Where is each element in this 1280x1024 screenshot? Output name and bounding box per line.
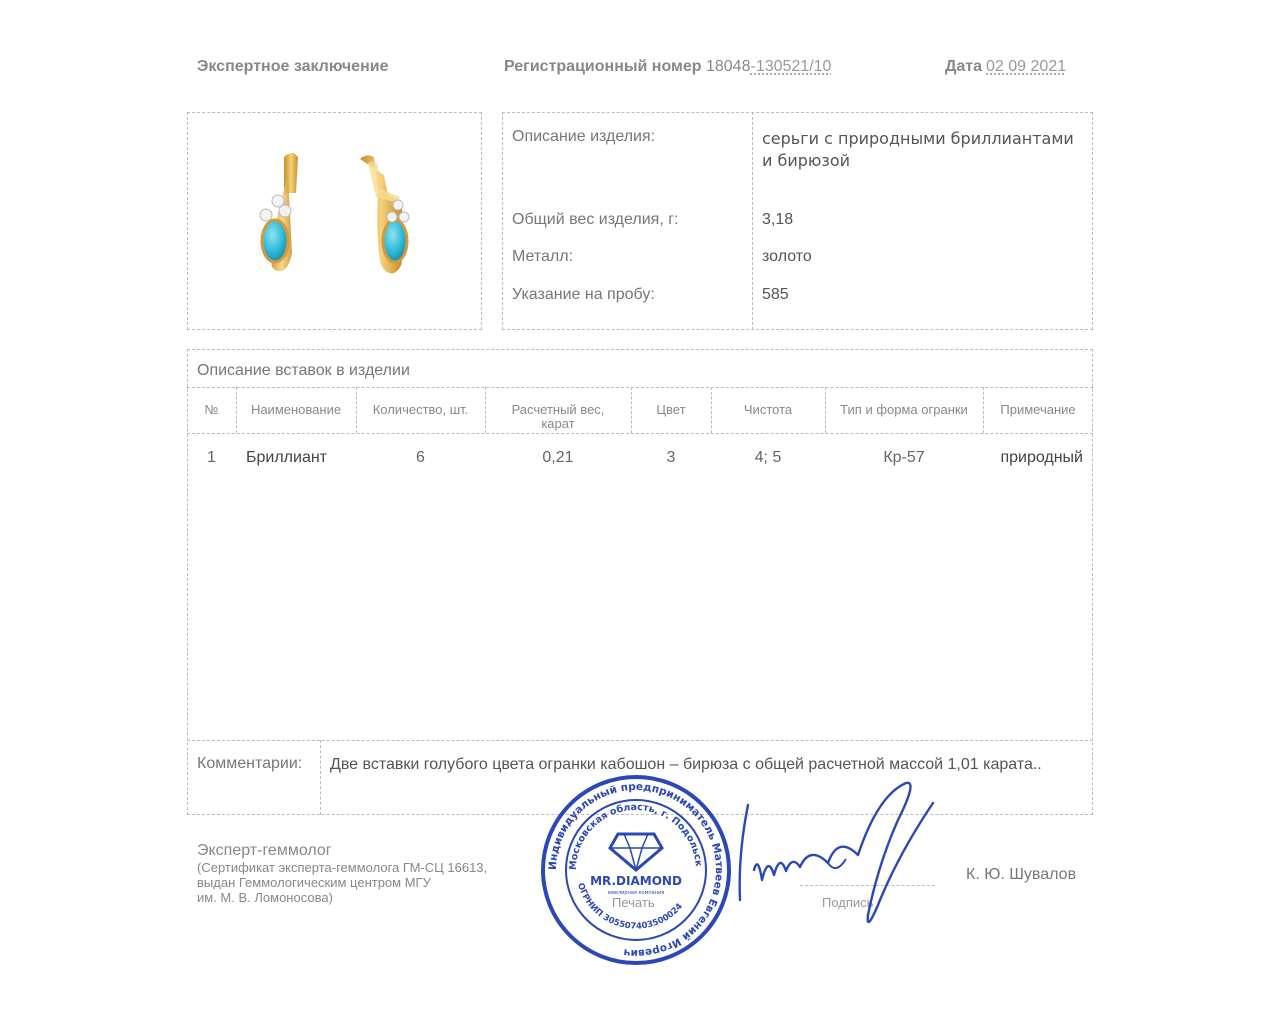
col-clarity: Чистота [743,402,793,417]
svg-text:ОГРНИП 305507403500024: ОГРНИП 305507403500024 [575,881,685,932]
col-note: Примечание [1000,402,1076,417]
registration-label: Регистрационный номер [504,58,702,75]
table-row-note: природный [1000,449,1083,466]
expert-certificate [197,860,487,905]
registration-suffix: -130521/10 [750,58,832,75]
metal-value: золото [762,248,812,265]
product-image-box [187,112,482,330]
left-earring [260,153,298,271]
hallmark-value: 585 [762,286,789,303]
col-number: № [204,402,219,417]
registration-prefix: 18048 [705,58,751,75]
description-label: Описание изделия: [512,128,656,145]
svg-text:Индивидуальный предприниматель: Индивидуальный предприниматель Матвеев Евгений Игоревич [546,780,726,960]
cert-line-2: выдан Геммологическим центром МГУ [197,875,431,890]
col-weight: Расчетный вес, карат [511,402,605,431]
stamp-label: Печать [612,895,655,910]
registration-number [504,58,831,76]
expert-name: К. Ю. Шувалов [966,866,1077,883]
right-earring [360,155,409,273]
expert-title: Эксперт-геммолог [197,842,332,859]
inserts-box [187,349,1093,815]
svg-text:MR.DIAMOND: MR.DIAMOND [590,874,682,888]
svg-text:Московская область, г. Подольс: Московская область, г. Подольск [567,801,704,871]
date-value: 02 09 2021 [986,58,1067,75]
stamp-seal-icon [538,772,734,968]
cert-line-1: (Сертификат эксперта-геммолога ГМ-СЦ 16613, [197,860,488,875]
weight-label: Общий вес изделия, г: [512,211,679,228]
hallmark-label: Указание на пробу: [512,286,655,303]
col-cut: Тип и форма огранки [840,402,968,417]
earrings-image [188,113,481,329]
table-row-number: 1 [207,449,216,466]
weight-value: 3,18 [762,211,794,228]
metal-label: Металл: [512,248,574,265]
comments-text: Две вставки голубого цвета огранки кабошон – бирюза с общей расчетной массой 1,01 карата.. [330,756,1042,773]
document-date [945,58,1066,76]
table-row-color: 3 [666,449,676,466]
col-color: Цвет [656,402,686,417]
company-stamp [538,772,734,968]
col-quantity: Количество, шт. [372,402,469,417]
table-row-cut: Кр-57 [883,449,925,466]
inserts-title: Описание вставок в изделии [197,362,410,379]
comments-label: Комментарии: [197,755,303,772]
handwritten-signature [728,775,943,935]
svg-text:ювелирная компания: ювелирная компания [607,890,665,896]
table-row-name: Бриллиант [246,449,328,466]
table-row-quantity: 6 [416,449,425,466]
description-value: серьги с природными бриллиантами и бирюзой [762,129,1074,170]
col-name: Наименование [250,402,342,417]
table-row-weight: 0,21 [542,449,574,466]
document-title: Экспертное заключение [197,58,389,75]
table-row-clarity: 4; 5 [754,449,782,466]
cert-line-3: им. М. В. Ломоносова) [197,890,333,905]
signature-label: Подпись [822,895,874,910]
date-label: Дата [945,58,983,75]
